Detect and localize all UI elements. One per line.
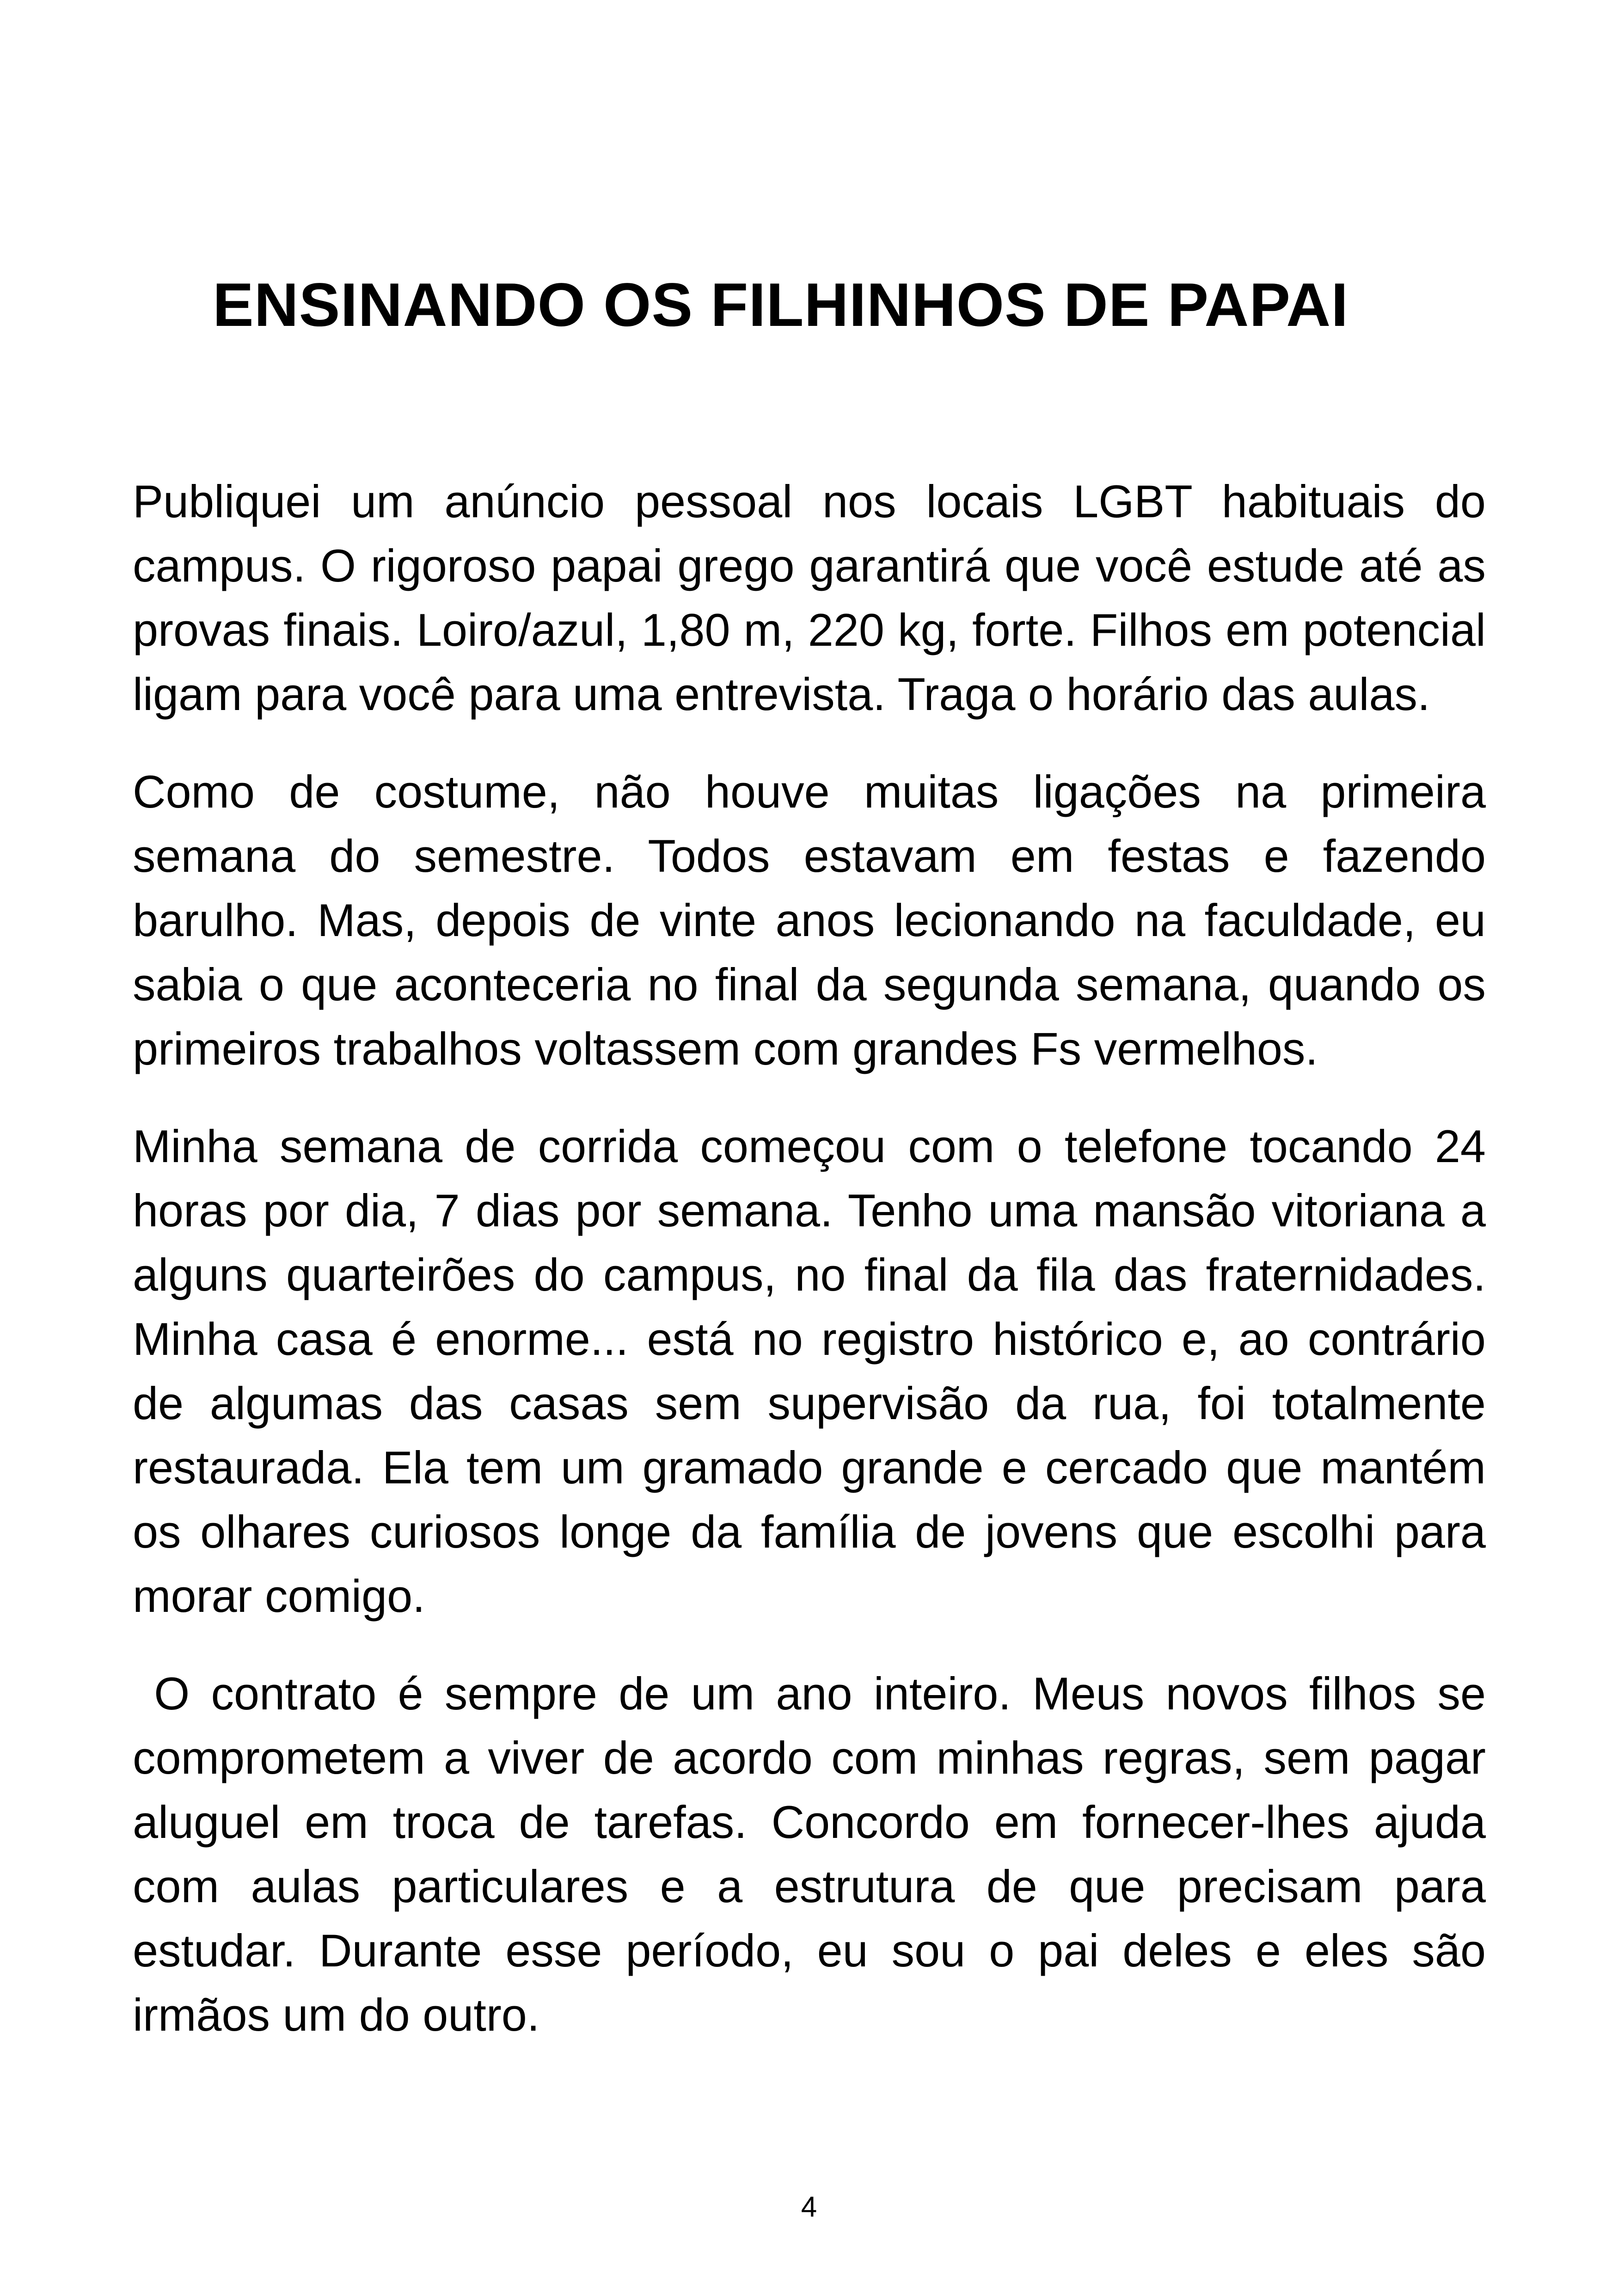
paragraph-4: O contrato é sempre de um ano inteiro. Meus novos filhos se comprometem a viver de acordo com minhas regras, sem pagar aluguel em troca de tarefas. Concordo em fornecer-lhes ajuda com aulas particulares e a estrutura de que precisam para estudar. Durante esse período, eu sou o pai deles e eles são irmãos um do outro. bbox=[133, 1668, 1499, 2040]
paragraph-1: Publiquei um anúncio pessoal nos locais LGBT habituais do campus. O rigoroso papai grego garantirá que você estude até as provas finais. Loiro/azul, 1,80 m, 220 kg, forte. Filhos em potencial ligam para você para uma entrevista. Traga o horário das aulas. bbox=[133, 476, 1486, 720]
chapter-title: ENSINANDO OS FILHINHOS DE PAPAI bbox=[213, 271, 1349, 339]
page-number: 4 bbox=[801, 2191, 817, 2223]
paragraph-3: Minha semana de corrida começou com o telefone tocando 24 horas por dia, 7 dias por semana. Tenho uma mansão vitoriana a alguns quarteirões do campus, no final da fila das fraternidades. Minha casa é enorme... está no registro histórico e, ao contrário de algumas das casas sem supervisão da rua, foi totalmente restaurada. Ela tem um gramado grande e cercado que mantém os olhares curiosos longe da família de jovens que escolhi para morar comigo. bbox=[133, 1120, 1486, 1622]
body-text bbox=[133, 469, 1499, 2080]
paragraph-2: Como de costume, não houve muitas ligações na primeira semana do semestre. Todos estavam em festas e fazendo barulho. Mas, depois de vinte anos lecionando na faculdade, eu sabia o que aconteceria no final da segunda semana, quando os primeiros trabalhos voltassem com grandes Fs vermelhos. bbox=[133, 766, 1486, 1074]
